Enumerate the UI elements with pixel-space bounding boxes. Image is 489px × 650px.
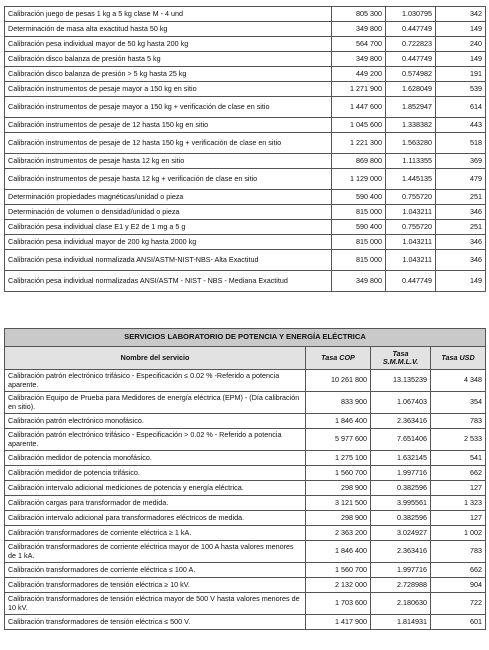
rate-usd-cell: 783 — [431, 541, 486, 563]
power-energy-services-table — [4, 328, 486, 630]
rate-usd-cell: 722 — [431, 593, 486, 615]
table-row — [5, 541, 486, 563]
service-name-cell: Calibración pesa individual clase E1 y E2 de 1 mg a 5 g — [5, 220, 332, 235]
service-name-cell: Calibración Equipo de Prueba para Medidores de energía eléctrica (EPM) - (Día calibración en sitio). — [5, 392, 306, 414]
rate-usd-cell: 443 — [436, 118, 486, 133]
rate-smmlv-cell: 0.382596 — [371, 511, 431, 526]
table-row — [5, 370, 486, 392]
table-row — [5, 52, 486, 67]
table-row — [5, 220, 486, 235]
rate-cop-cell: 1 045 600 — [332, 118, 386, 133]
rate-smmlv-cell: 2.180630 — [371, 593, 431, 615]
rate-smmlv-cell: 1.628049 — [386, 82, 436, 97]
service-name-cell: Calibración transformadores de tensión eléctrica mayor de 500 V hasta valores menores de 10 kV. — [5, 593, 306, 615]
rate-usd-cell: 783 — [431, 414, 486, 429]
table-row — [5, 563, 486, 578]
rate-cop-cell: 815 000 — [332, 235, 386, 250]
rate-smmlv-cell: 1.997716 — [371, 466, 431, 481]
rate-smmlv-cell: 1.043211 — [386, 205, 436, 220]
rate-usd-cell: 1 323 — [431, 496, 486, 511]
table-row — [5, 118, 486, 133]
rate-cop-cell: 1 275 100 — [306, 451, 371, 466]
service-name-cell: Calibración transformadores de corriente eléctrica ≤ 100 A. — [5, 563, 306, 578]
rate-smmlv-cell: 0.755720 — [386, 220, 436, 235]
table-row — [5, 593, 486, 615]
table-row — [5, 154, 486, 169]
rate-smmlv-cell: 1.814931 — [371, 615, 431, 630]
service-name-cell: Calibración instrumentos de pesaje hasta 12 kg + verificación de clase en sitio — [5, 169, 332, 190]
rate-smmlv-cell: 1.632145 — [371, 451, 431, 466]
rate-smmlv-cell: 1.852947 — [386, 97, 436, 118]
service-name-cell: Calibración instrumentos de pesaje de 12 hasta 150 kg + verificación de clase en sitio — [5, 133, 332, 154]
rate-smmlv-cell: 2.363416 — [371, 541, 431, 563]
rate-cop-cell: 298 900 — [306, 481, 371, 496]
service-name-cell: Calibración disco balanza de presión hasta 5 kg — [5, 52, 332, 67]
rate-usd-cell: 191 — [436, 67, 486, 82]
rate-smmlv-cell: 7.651406 — [371, 429, 431, 451]
rate-usd-cell: 1 002 — [431, 526, 486, 541]
rate-smmlv-cell: 3.995561 — [371, 496, 431, 511]
rate-cop-cell: 869 800 — [332, 154, 386, 169]
rate-usd-cell: 354 — [431, 392, 486, 414]
rate-smmlv-cell: 2.363416 — [371, 414, 431, 429]
service-name-cell: Calibración instrumentos de pesaje mayor a 150 kg en sitio — [5, 82, 332, 97]
rate-usd-cell: 541 — [431, 451, 486, 466]
rate-smmlv-cell: 0.382596 — [371, 481, 431, 496]
rate-smmlv-cell: 3.024927 — [371, 526, 431, 541]
rate-cop-cell: 449 200 — [332, 67, 386, 82]
service-name-cell: Calibración pesa individual mayor de 50 kg hasta 200 kg — [5, 37, 332, 52]
table-row — [5, 451, 486, 466]
rate-usd-cell: 662 — [431, 466, 486, 481]
table-row — [5, 97, 486, 118]
rate-usd-cell: 149 — [436, 22, 486, 37]
table-header-row — [5, 347, 486, 370]
service-name-cell: Calibración transformadores de tensión eléctrica ≥ 10 kV. — [5, 578, 306, 593]
rate-usd-cell: 127 — [431, 481, 486, 496]
table-row — [5, 526, 486, 541]
table-row — [5, 481, 486, 496]
service-name-cell: Calibración pesa individual normalizada ANSI/ASTM-NIST-NBS- Alta Exactitud — [5, 250, 332, 271]
rate-usd-cell: 4 348 — [431, 370, 486, 392]
rate-usd-cell: 149 — [436, 52, 486, 67]
service-name-cell: Calibración patrón electrónico monofásico. — [5, 414, 306, 429]
table-row — [5, 169, 486, 190]
service-name-cell: Determinación de volumen o densidad/unidad o pieza — [5, 205, 332, 220]
table-row — [5, 235, 486, 250]
service-name-cell: Calibración juego de pesas 1 kg a 5 kg clase M - 4 und — [5, 7, 332, 22]
rate-smmlv-cell: 0.447749 — [386, 271, 436, 292]
table-row — [5, 511, 486, 526]
rate-smmlv-cell: 0.447749 — [386, 52, 436, 67]
rate-usd-cell: 601 — [431, 615, 486, 630]
service-name-cell: Determinación de masa alta exactitud hasta 50 kg — [5, 22, 332, 37]
rate-usd-cell: 251 — [436, 220, 486, 235]
rate-usd-cell: 518 — [436, 133, 486, 154]
table-row — [5, 22, 486, 37]
rate-usd-cell: 662 — [431, 563, 486, 578]
rate-usd-cell: 127 — [431, 511, 486, 526]
table-row — [5, 615, 486, 630]
service-name-cell: Calibración disco balanza de presión > 5 kg hasta 25 kg — [5, 67, 332, 82]
rate-cop-cell: 590 400 — [332, 220, 386, 235]
rate-cop-cell: 298 900 — [306, 511, 371, 526]
service-name-cell: Calibración intervalo adicional para transformadores eléctricos de medida. — [5, 511, 306, 526]
header-rate-usd: Tasa USD — [431, 347, 486, 370]
rate-usd-cell: 369 — [436, 154, 486, 169]
rate-cop-cell: 1 417 900 — [306, 615, 371, 630]
rate-smmlv-cell: 13.135239 — [371, 370, 431, 392]
rate-usd-cell: 904 — [431, 578, 486, 593]
rate-cop-cell: 590 400 — [332, 190, 386, 205]
rate-cop-cell: 1 221 300 — [332, 133, 386, 154]
table-row — [5, 466, 486, 481]
rate-cop-cell: 564 700 — [332, 37, 386, 52]
rate-cop-cell: 815 000 — [332, 205, 386, 220]
rate-cop-cell: 833 900 — [306, 392, 371, 414]
table-row — [5, 82, 486, 97]
table-row — [5, 392, 486, 414]
rate-smmlv-cell: 1.043211 — [386, 235, 436, 250]
service-name-cell: Calibración instrumentos de pesaje de 12 hasta 150 kg en sitio — [5, 118, 332, 133]
table-title: SERVICIOS LABORATORIO DE POTENCIA Y ENERGÍA ELÉCTRICA — [5, 329, 486, 347]
rate-cop-cell: 1 560 700 — [306, 466, 371, 481]
rate-cop-cell: 2 363 200 — [306, 526, 371, 541]
table-row — [5, 250, 486, 271]
header-service-name: Nombre del servicio — [5, 347, 306, 370]
rate-cop-cell: 5 977 600 — [306, 429, 371, 451]
rate-usd-cell: 614 — [436, 97, 486, 118]
table-title-row — [5, 329, 486, 347]
rate-smmlv-cell: 0.722823 — [386, 37, 436, 52]
rate-usd-cell: 346 — [436, 205, 486, 220]
table-row — [5, 271, 486, 292]
table-row — [5, 414, 486, 429]
rate-cop-cell: 2 132 000 — [306, 578, 371, 593]
header-rate-cop: Tasa COP — [306, 347, 371, 370]
rate-usd-cell: 251 — [436, 190, 486, 205]
mass-calibration-table — [4, 6, 486, 292]
table-row — [5, 190, 486, 205]
rate-smmlv-cell: 0.574982 — [386, 67, 436, 82]
table-row — [5, 205, 486, 220]
service-name-cell: Calibración intervalo adicional mediciones de potencia y energía eléctrica. — [5, 481, 306, 496]
rate-usd-cell: 479 — [436, 169, 486, 190]
rate-cop-cell: 10 261 800 — [306, 370, 371, 392]
service-name-cell: Calibración transformadores de corriente eléctrica ≥ 1 kA. — [5, 526, 306, 541]
rate-cop-cell: 3 121 500 — [306, 496, 371, 511]
service-name-cell: Calibración cargas para transformador de medida. — [5, 496, 306, 511]
rate-cop-cell: 1 271 900 — [332, 82, 386, 97]
rate-cop-cell: 1 703 600 — [306, 593, 371, 615]
rate-smmlv-cell: 1.445135 — [386, 169, 436, 190]
rate-smmlv-cell: 1.067403 — [371, 392, 431, 414]
rate-usd-cell: 342 — [436, 7, 486, 22]
service-name-cell: Calibración pesa individual mayor de 200 kg hasta 2000 kg — [5, 235, 332, 250]
rate-usd-cell: 2 533 — [431, 429, 486, 451]
service-name-cell: Calibración transformadores de corriente eléctrica mayor de 100 A hasta valores menores de 1 kA. — [5, 541, 306, 563]
rate-usd-cell: 240 — [436, 37, 486, 52]
rate-smmlv-cell: 1.043211 — [386, 250, 436, 271]
table-row — [5, 429, 486, 451]
rate-smmlv-cell: 1.338382 — [386, 118, 436, 133]
rate-usd-cell: 539 — [436, 82, 486, 97]
power-energy-services-table-body — [5, 329, 486, 630]
table-row — [5, 133, 486, 154]
table-row — [5, 67, 486, 82]
rate-smmlv-cell: 0.447749 — [386, 22, 436, 37]
table-row — [5, 7, 486, 22]
rate-smmlv-cell: 2.728988 — [371, 578, 431, 593]
table-row — [5, 37, 486, 52]
service-name-cell: Calibración patrón electrónico trifásico - Especificación > 0.02 % - Referido a potencia aparente. — [5, 429, 306, 451]
rate-usd-cell: 346 — [436, 235, 486, 250]
rate-smmlv-cell: 0.755720 — [386, 190, 436, 205]
rate-cop-cell: 815 000 — [332, 250, 386, 271]
service-name-cell: Calibración pesa individual normalizadas ANSI/ASTM - NIST - NBS - Mediana Exactitud — [5, 271, 332, 292]
header-rate-smmlv: Tasa S.M.M.L.V. — [371, 347, 431, 370]
service-name-cell: Determinación propiedades magnéticas/unidad o pieza — [5, 190, 332, 205]
table-row — [5, 496, 486, 511]
service-name-cell: Calibración patrón electrónico trifásico - Especificación ≤ 0.02 % -Referido a potencia aparente. — [5, 370, 306, 392]
rate-cop-cell: 805 300 — [332, 7, 386, 22]
rate-cop-cell: 1 129 000 — [332, 169, 386, 190]
rate-smmlv-cell: 1.030795 — [386, 7, 436, 22]
rate-smmlv-cell: 1.997716 — [371, 563, 431, 578]
service-name-cell: Calibración medidor de potencia trifásico. — [5, 466, 306, 481]
mass-calibration-table-body — [5, 7, 486, 292]
rate-smmlv-cell: 1.563280 — [386, 133, 436, 154]
rate-cop-cell: 1 846 400 — [306, 414, 371, 429]
rate-usd-cell: 346 — [436, 250, 486, 271]
rate-cop-cell: 1 560 700 — [306, 563, 371, 578]
service-name-cell: Calibración transformadores de tensión eléctrica ≤ 500 V. — [5, 615, 306, 630]
rate-usd-cell: 149 — [436, 271, 486, 292]
rate-cop-cell: 1 846 400 — [306, 541, 371, 563]
service-name-cell: Calibración instrumentos de pesaje mayor a 150 kg + verificación de clase en sitio — [5, 97, 332, 118]
rate-cop-cell: 349 800 — [332, 271, 386, 292]
rate-cop-cell: 349 800 — [332, 52, 386, 67]
service-name-cell: Calibración medidor de potencia monofásico. — [5, 451, 306, 466]
rate-cop-cell: 1 447 600 — [332, 97, 386, 118]
rate-smmlv-cell: 1.113355 — [386, 154, 436, 169]
rate-cop-cell: 349 800 — [332, 22, 386, 37]
service-name-cell: Calibración instrumentos de pesaje hasta 12 kg en sitio — [5, 154, 332, 169]
table-row — [5, 578, 486, 593]
